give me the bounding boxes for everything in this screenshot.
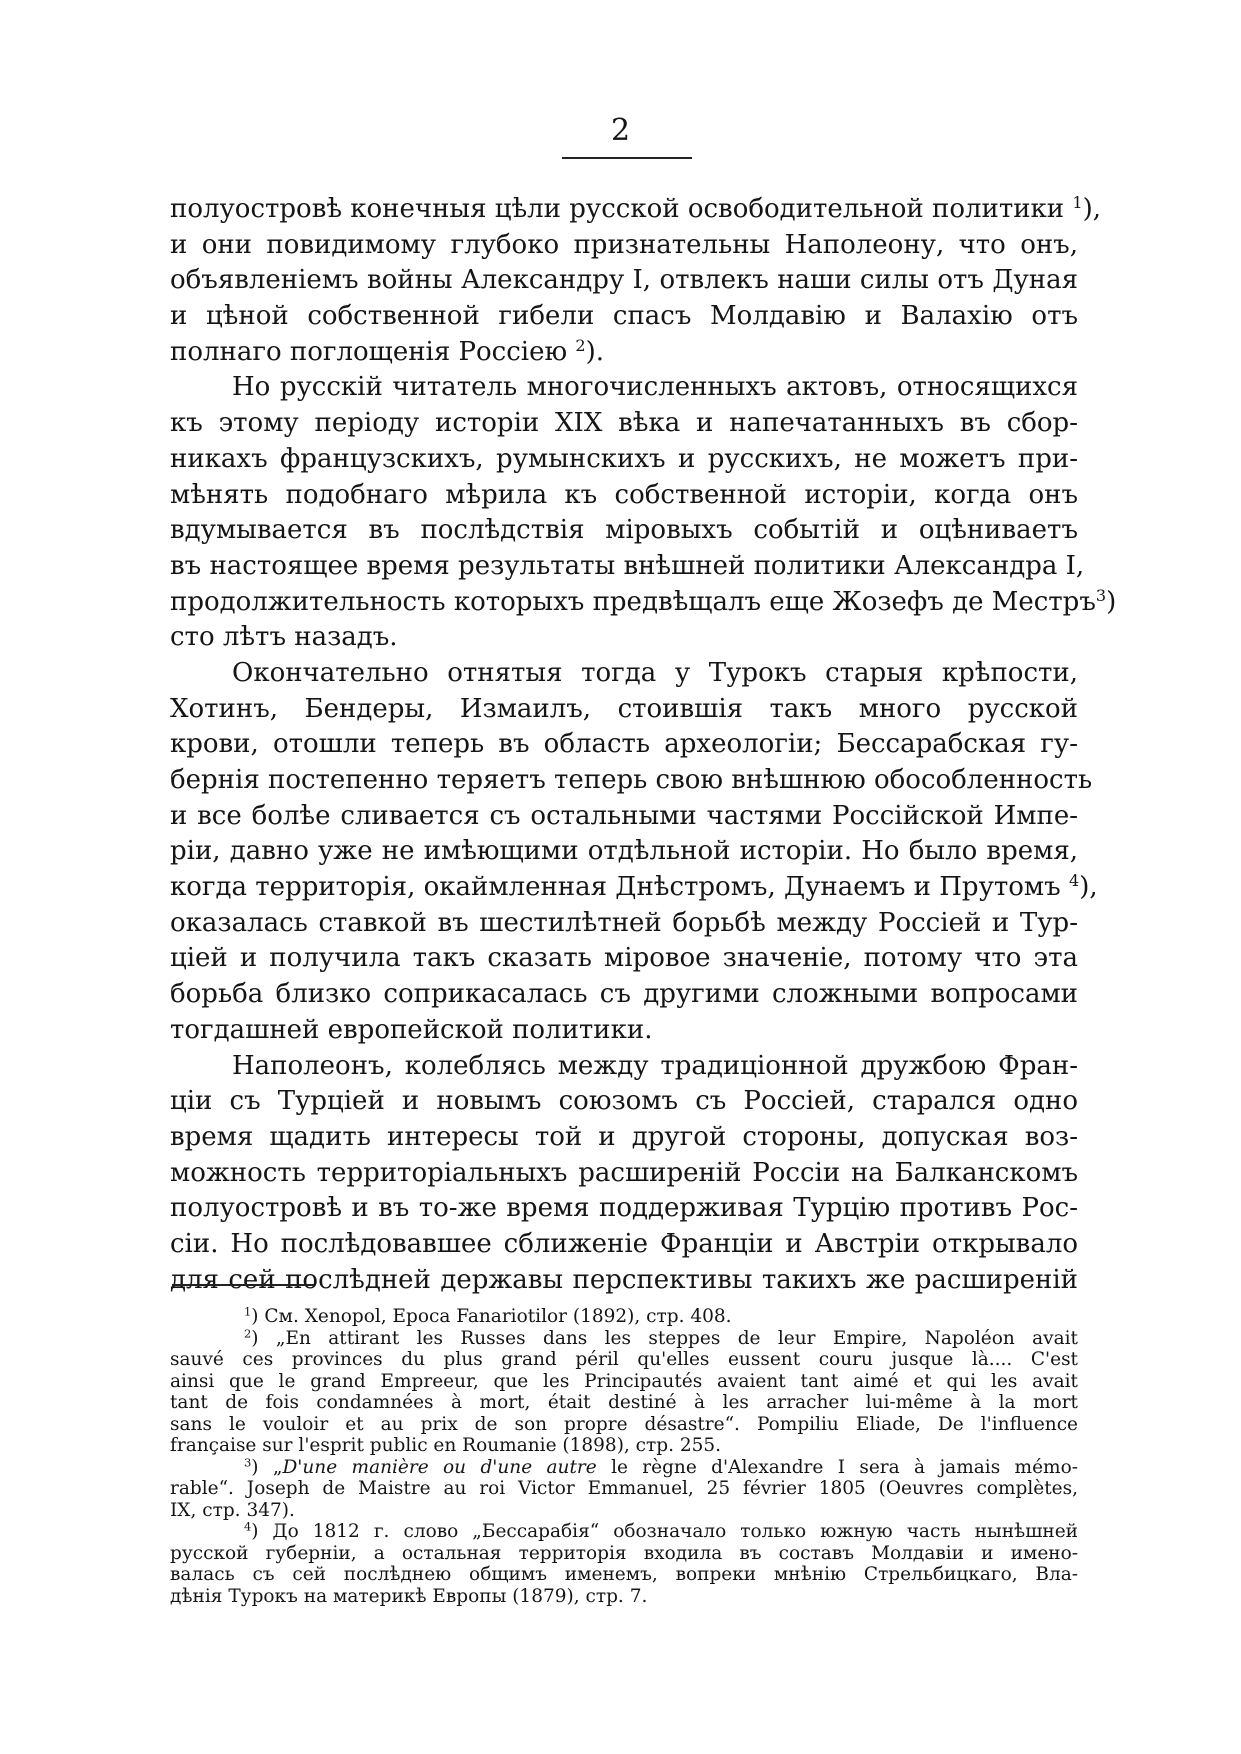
text-line: крови, отошли теперь въ область археологіи; Бессарабская гу-	[170, 729, 1078, 760]
footnote-4	[170, 1521, 1078, 1543]
page-number: 2	[610, 113, 631, 148]
footnote-line: tant de fois condamnées à mort, était destiné à les arracher lui-même à la mort	[170, 1392, 1078, 1413]
text-line: Окончательно отнятыя тогда у Турокъ старыя крѣпости,	[232, 657, 1078, 688]
text-line: тогдашней европейской политики.	[170, 1014, 653, 1045]
text-line: полуостровѣ и въ то-же время поддерживая Турцію противъ Рос-	[170, 1193, 1078, 1224]
footnote-2	[170, 1328, 1078, 1350]
footnote-line: sauvé ces provinces du plus grand péril qu'elles eussent couru jusque là.... C'est	[170, 1349, 1078, 1370]
footnote-ref-4: 4	[1068, 871, 1080, 891]
footnote-ref-close: )	[1106, 586, 1117, 617]
footnote-ref-close: ),	[1079, 872, 1098, 903]
footnote-text: ) „En attirant les Russes dans les steppes de leur Empire, Napoléon avait	[251, 1327, 1078, 1349]
footnote-mark: 1	[244, 1304, 252, 1319]
text-line: Но русскій читатель многочисленныхъ актовъ, относящихся	[232, 372, 1078, 403]
footnote-line: sans le vouloir et au prix de son propre désastre“. Pompiliu Eliade, De l'influence	[170, 1413, 1078, 1435]
footnote-text: ) До 1812 г. слово „Бессарабія“ обозначало только южную часть нынѣшней	[251, 1521, 1078, 1542]
text-line: Хотинъ, Бендеры, Измаилъ, стоившія такъ много русской	[170, 693, 1078, 724]
footnote-line: rable“. Joseph de Maistre au roi Victor Emmanuel, 25 février 1805 (Oeuvres complètes,	[170, 1478, 1078, 1499]
footnote-ref-close: ),	[1082, 194, 1102, 224]
text-line: можность территоріальныхъ расширеній Россіи на Балканскомъ	[170, 1157, 1078, 1188]
text-line: объявленіемъ войны Александру I, отвлекъ наши силы отъ Дуная	[170, 265, 1078, 296]
text-line: ціи съ Турціей и новымъ союзомъ съ Россіей, старался одно	[170, 1086, 1078, 1117]
page-number-rule	[562, 157, 692, 159]
text-line: бернія постепенно теряетъ теперь свою внѣшнюю обособленность	[170, 765, 1093, 795]
text-line: въ настоящее время результаты внѣшней политики Александра I,	[170, 550, 1085, 581]
text-line: никахъ французскихъ, румынскихъ и русскихъ, не можетъ при-	[170, 443, 1078, 474]
footnote-line: валась съ сей послѣднею общимъ именемъ, вопреки мнѣнію Стрельбицкаго, Вла-	[170, 1564, 1078, 1585]
text-line	[170, 870, 1098, 906]
footnote-line: française sur l'esprit public en Roumanie (1898), стр. 255.	[170, 1435, 722, 1456]
text-line: и они повидимому глубоко признательны Наполеону, что онъ,	[170, 229, 1078, 260]
footnote-1	[170, 1306, 1078, 1328]
footnote-text: ) См. Xenopol, Epoca Fanariotilor (1892), стр. 408.	[251, 1306, 732, 1327]
text-line-content: полуостровѣ конечныя цѣли русской освободительной политики	[170, 194, 1065, 224]
footnote-mark: 2	[244, 1326, 252, 1341]
text-line: и цѣной собственной гибели спасъ Молдавію и Валахію отъ	[170, 301, 1078, 332]
footnote-separator	[172, 1284, 314, 1286]
footnote-text: ) „	[251, 1456, 283, 1478]
footnote-italic-quote: D'une manière ou d'une autre	[282, 1456, 597, 1478]
text-line-content: когда территорія, окаймленная Днѣстромъ, Дунаемъ и Прутомъ	[170, 872, 1061, 903]
text-line: и все болѣе сливается съ остальными частями Россійской Импе-	[170, 800, 1078, 831]
text-line: ріи, давно уже не имѣющими отдѣльной исторіи. Но было время,	[170, 836, 1078, 867]
text-line: для сей послѣдней державы перспективы такихъ же расширеній	[170, 1264, 1078, 1295]
footnote-line: ainsi que le grand Empreeur, que les Principautés avaient tant aimé et qui les avait	[170, 1370, 1078, 1392]
footnote-line: русской губерніи, а остальная территорія входила въ составъ Молдавіи и имено-	[170, 1542, 1078, 1564]
text-line	[170, 192, 1102, 228]
text-line: къ этому періоду исторіи XIX вѣка и напечатанныхъ въ сбор-	[170, 408, 1078, 439]
text-line: сто лѣтъ назадъ.	[170, 622, 398, 653]
footnote-line: IX, стр. 347).	[170, 1499, 295, 1521]
text-line: мѣнять подобнаго мѣрила къ собственной исторіи, когда онъ	[170, 479, 1078, 510]
text-line-content: продолжительность которыхъ предвѣщалъ еще Жозефъ де Местръ	[170, 586, 1096, 617]
footnote-ref-3: 3	[1095, 585, 1107, 605]
footnote-text: le règne d'Alexandre I sera à jamais mémo-	[596, 1456, 1078, 1478]
text-line: Наполеонъ, колеблясь между традиціонной дружбою Фран-	[232, 1050, 1078, 1081]
footnote-line: дѣнія Турокъ на материкѣ Европы (1879), стр. 7.	[170, 1585, 648, 1607]
text-line	[170, 585, 1117, 621]
text-line: оказалась ставкой въ шестилѣтней борьбѣ между Россіей и Тур-	[170, 907, 1078, 938]
footnote-ref-1: 1	[1072, 193, 1083, 213]
footnote-mark: 3	[244, 1455, 252, 1470]
main-text	[170, 192, 1117, 1298]
text-line: вдумывается въ послѣдствія міровыхъ событій и оцѣниваетъ	[170, 515, 1078, 546]
footnote-3	[170, 1457, 1078, 1479]
text-line: сіи. Но послѣдовавшее сближеніе Франціи и Австріи открывало	[170, 1228, 1078, 1259]
footnote-ref-close: ).	[585, 336, 605, 367]
text-line: ціей и получила такъ сказать міровое значеніе, потому что эта	[170, 943, 1078, 974]
text-line	[170, 335, 1078, 371]
footnote-mark: 4	[244, 1519, 252, 1534]
text-line: борьба близко соприкасалась съ другими сложными вопросами	[170, 979, 1078, 1010]
footnotes	[170, 1306, 1078, 1607]
footnote-ref-2: 2	[575, 335, 586, 355]
text-line: время щадить интересы той и другой стороны, допуская воз-	[170, 1121, 1078, 1152]
text-line-content: полнаго поглощенія Россіею	[170, 336, 568, 367]
